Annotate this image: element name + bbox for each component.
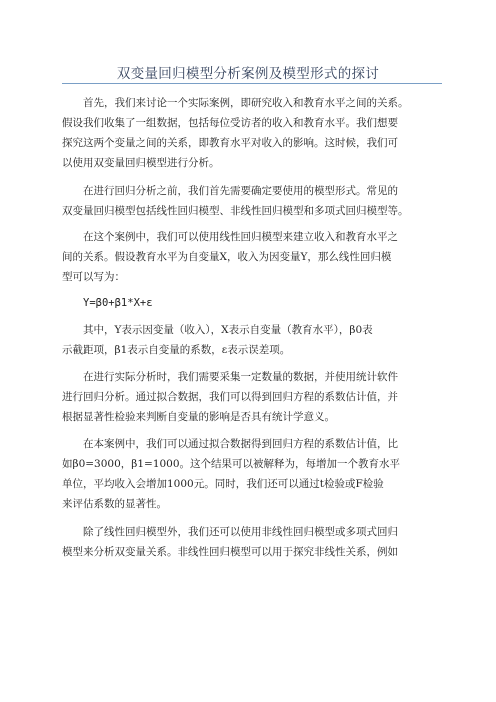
paragraph-line: 型可以写为：: [62, 271, 125, 283]
document-title: 双变量回归模型分析案例及模型形式的探讨: [116, 66, 380, 82]
paragraph-coefficient-results: [62, 434, 452, 514]
paragraph-analysis-steps: [62, 367, 452, 427]
paragraph-line: 首先，我们来讨论一个实际案例，即研究收入和教育水平之间的关系。: [83, 97, 409, 109]
paragraph-line: 单位，平均收入会增加1000元。同时，我们还可以通过t检验或F检验: [62, 478, 384, 490]
regression-equation: [62, 293, 452, 313]
paragraph-line: 其中，Y表示因变量（收入），X表示自变量（教育水平），β0表: [83, 324, 373, 336]
paragraph-line: 除了线性回归模型外，我们还可以使用非线性回归模型或多项式回归: [83, 526, 398, 538]
paragraph-line: 根据显著性检验来判断自变量的影响是否具有统计学意义。: [62, 411, 335, 423]
paragraph-line: 模型来分析双变量关系。非线性回归模型可以用于探究非线性关系，例如: [62, 546, 398, 558]
paragraph-linear-model: [62, 227, 452, 287]
paragraph-line: 在本案例中，我们可以通过拟合数据得到回归方程的系数估计值，比: [83, 438, 398, 450]
paragraph-line: 假设我们收集了一组数据，包括每位受访者的收入和教育水平。我们想要: [62, 117, 398, 129]
paragraph-model-forms: [62, 181, 452, 221]
paragraph-intro-case: [62, 93, 452, 173]
paragraph-line: 在进行回归分析之前，我们首先需要确定要使用的模型形式。常见的: [83, 185, 398, 197]
paragraph-line: 在进行实际分析时，我们需要采集一定数量的数据，并使用统计软件: [83, 371, 398, 383]
paragraph-line: 进行回归分析。通过拟合数据，我们可以得到回归方程的系数估计值，并: [62, 391, 398, 403]
paragraph-line: 来评估系数的显著性。: [62, 498, 167, 510]
paragraph-line: 双变量回归模型包括线性回归模型、非线性回归模型和多项式回归模型等。: [62, 205, 409, 217]
paragraph-line: 探究这两个变量之间的关系，即教育水平对收入的影响。这时候，我们可: [62, 137, 398, 149]
paragraph-variable-definitions: [62, 320, 452, 360]
title-underline: [62, 83, 442, 84]
equation-line: Y=β0+β1*X+ε: [83, 297, 153, 309]
paragraph-line: 以使用双变量回归模型进行分析。: [62, 157, 220, 169]
paragraph-line: 在这个案例中，我们可以使用线性回归模型来建立收入和教育水平之: [83, 231, 398, 243]
paragraph-other-models: [62, 522, 452, 562]
paragraph-line: 间的关系。假设教育水平为自变量X，收入为因变量Y，那么线性回归模: [62, 251, 392, 263]
paragraph-line: 示截距项，β1表示自变量的系数，ε表示误差项。: [62, 344, 291, 356]
paragraph-line: 如β0=3000，β1=1000。这个结果可以被解释为，每增加一个教育水平: [62, 458, 401, 470]
